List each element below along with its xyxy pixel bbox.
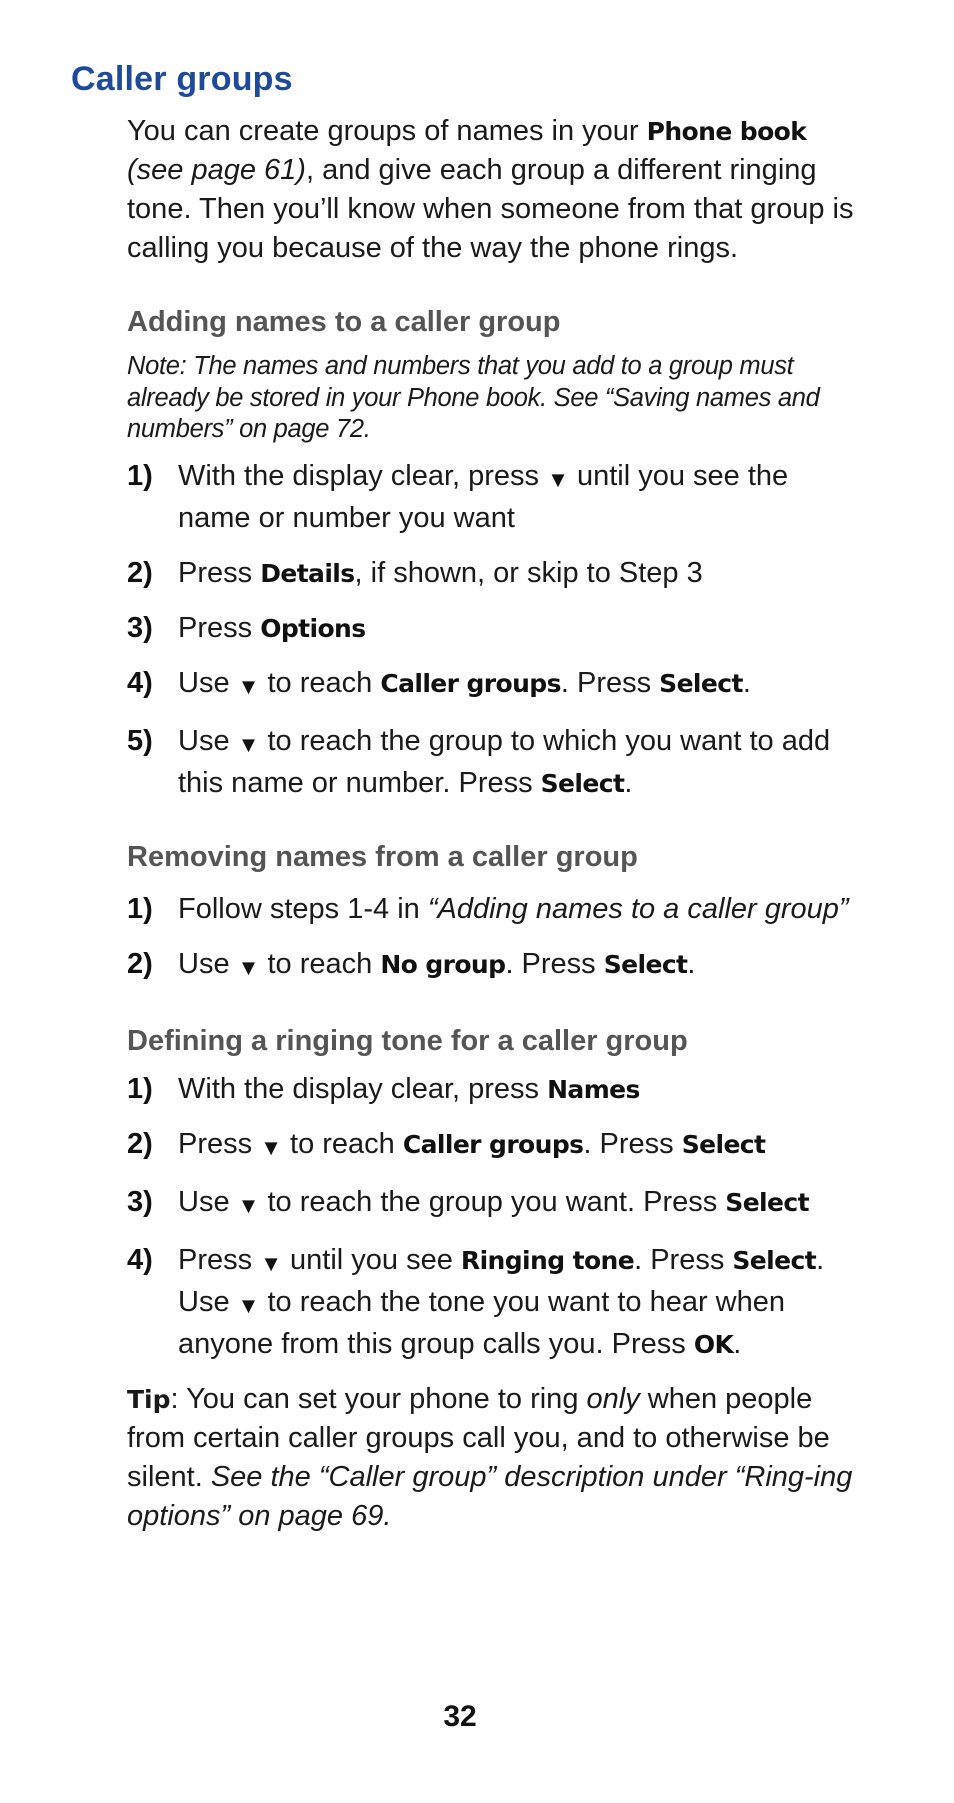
adding-step-5: 5) Use ▼ to reach the group to which you want to add this name or number. Press Select. [127, 722, 862, 803]
down-arrow-icon: ▼ [237, 954, 260, 980]
caller-groups-option: Caller groups [380, 668, 561, 698]
defining-step-4: 4) Press ▼ until you see Ringing tone. Press Select. Use ▼ to reach the tone you want to hear when anyone from this group calls you. Press OK. [127, 1241, 862, 1364]
step-number: 1) [127, 892, 153, 925]
down-arrow-icon: ▼ [237, 731, 260, 757]
caller-groups-option: Caller groups [402, 1129, 584, 1159]
select-softkey: Select [681, 1129, 766, 1159]
removing-step-1: 1) Follow steps 1-4 in “Adding names to a caller group” [127, 890, 862, 929]
intro-paragraph: You can create groups of names in your Phone book (see page 61), and give each group a different ringing tone. Then you’ll know when someone from that group is calling you because of the way the phone rings. [127, 115, 854, 264]
details-softkey: Details [260, 558, 355, 588]
defining-step-1: 1) With the display clear, press Names [127, 1070, 862, 1109]
adding-step-1: 1) With the display clear, press ▼ until you see the name or number you want [127, 457, 862, 538]
step-number: 5) [127, 724, 153, 757]
down-arrow-icon: ▼ [237, 1292, 260, 1318]
page-title: Caller groups [71, 60, 293, 98]
select-softkey: Select [659, 668, 743, 698]
section-heading-adding: Adding names to a caller group [127, 306, 561, 338]
cross-reference: “Adding names to a caller group” [427, 892, 849, 925]
down-arrow-icon: ▼ [547, 466, 569, 492]
removing-step-2: 2) Use ▼ to reach No group. Press Select. [127, 945, 862, 987]
tip-paragraph: Tip: You can set your phone to ring only when people from certain caller groups call you, and to otherwise be silent. See the “Caller group” description under “Ring-ing options” on page 69. [127, 1382, 853, 1532]
note-text: Note: The names and numbers that you add to a group must already be stored in your Phone book. See “Saving names and numbers” on page 72. [127, 352, 820, 443]
select-softkey: Select [540, 768, 625, 798]
select-softkey: Select [732, 1245, 817, 1275]
defining-step-3: 3) Use ▼ to reach the group you want. Press Select [127, 1183, 862, 1225]
down-arrow-icon: ▼ [260, 1134, 282, 1160]
no-group-option: No group [380, 949, 506, 979]
step-number: 4) [127, 666, 153, 699]
adding-step-3: 3) Press Options [127, 609, 862, 648]
section-heading-defining: Defining a ringing tone for a caller group [127, 1024, 688, 1057]
phone-book-term: Phone book [646, 117, 807, 146]
ok-softkey: OK [693, 1329, 734, 1359]
cross-reference: See the “Caller group” description under “Ring-ing options” on page 69. [127, 1460, 853, 1532]
page-number: 32 [443, 1700, 477, 1733]
select-softkey: Select [603, 949, 688, 979]
step-number: 2) [127, 556, 153, 589]
page-reference: (see page 61) [127, 154, 306, 186]
adding-step-2: 2) Press Details, if shown, or skip to Step 3 [127, 554, 862, 593]
down-arrow-icon: ▼ [260, 1250, 282, 1276]
names-softkey: Names [547, 1074, 640, 1104]
step-number: 1) [127, 1072, 153, 1105]
options-softkey: Options [260, 613, 366, 643]
defining-step-2: 2) Press ▼ to reach Caller groups. Press Select [127, 1125, 862, 1167]
down-arrow-icon: ▼ [237, 673, 260, 699]
step-number: 2) [127, 1127, 153, 1160]
page-content [127, 112, 862, 1536]
step-number: 1) [127, 459, 153, 492]
step-number: 4) [127, 1243, 153, 1276]
step-number: 3) [127, 1185, 153, 1218]
ringing-tone-option: Ringing tone [460, 1245, 635, 1275]
adding-step-4: 4) Use ▼ to reach Caller groups. Press Select. [127, 664, 862, 706]
step-number: 3) [127, 611, 153, 644]
tip-label: Tip [127, 1384, 171, 1414]
step-number: 2) [127, 947, 153, 980]
section-heading-removing: Removing names from a caller group [127, 840, 638, 873]
select-softkey: Select [725, 1187, 809, 1217]
down-arrow-icon: ▼ [237, 1192, 260, 1218]
